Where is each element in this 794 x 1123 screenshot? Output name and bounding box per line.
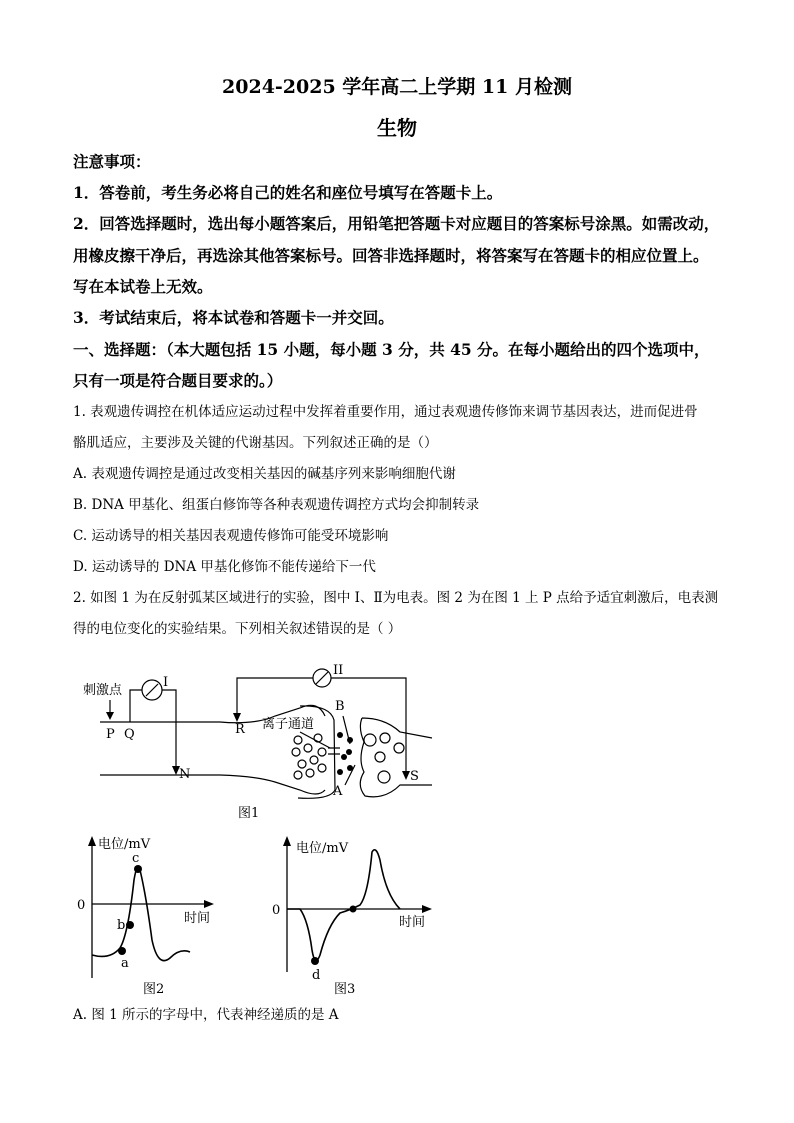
- axon-lower-edge: [100, 775, 325, 794]
- fig2-curve: [92, 868, 190, 961]
- label-b: B: [335, 699, 345, 714]
- notice-item-2-line-1: 2．回答选择题时，选出每小题答案后，用铅笔把答题卡对应题目的答案标号涂黑。如需改动，: [73, 214, 720, 233]
- fig3-ylabel: 电位/mV: [296, 841, 349, 856]
- fig3-y-arrow: [283, 836, 291, 846]
- meter-2-label: II: [333, 663, 344, 678]
- q2-stem-line-2: 得的电位变化的实验结果。下列相关叙述错误的是（ ）: [73, 621, 402, 637]
- fig2-label-b: b: [117, 918, 126, 933]
- page-title: 2024-2025 学年高二上学期 11 月检测: [222, 76, 572, 98]
- meter-2-right-arrow-head: [402, 771, 410, 780]
- fig2-label-c: c: [132, 851, 140, 866]
- fig3-label-d: d: [312, 968, 321, 983]
- q1-option-b: B. DNA 甲基化、组蛋白修饰等各种表观遗传调控方式均会抑制转录: [73, 497, 480, 513]
- meter-2-needle: [316, 672, 328, 684]
- notice-item-2-line-3: 写在本试卷上无效。: [73, 277, 213, 296]
- fig3-point-d: [311, 957, 319, 965]
- q1-option-a: A. 表观遗传调控是通过改变相关基因的碱基序列来影响细胞代谢: [73, 466, 456, 482]
- postsynaptic-membrane: [360, 718, 432, 797]
- label-p: P: [106, 727, 115, 742]
- fig2-point-b: [126, 921, 134, 929]
- fig3-curve: [287, 850, 400, 961]
- stimulus-arrow-head: [106, 712, 114, 720]
- fig2-ylabel: 电位/mV: [98, 837, 151, 852]
- q1-stem-line-2: 骼肌适应，主要涉及关键的代谢基因。下列叙述正确的是（）: [73, 435, 438, 451]
- meter-1-label: I: [163, 675, 169, 690]
- label-q: Q: [124, 727, 135, 742]
- notice-item-2-line-2: 用橡皮擦干净后，再选涂其他答案标号。回答非选择题时，将答案写在答题卡的相应位置上。: [73, 246, 709, 265]
- notice-heading: 注意事项：: [73, 152, 151, 171]
- meter-2-arrow-head: [233, 713, 241, 722]
- fig3-xlabel: 时间: [399, 915, 426, 930]
- label-r: R: [235, 722, 245, 737]
- q1-option-c: C. 运动诱导的相关基因表观遗传修饰可能受环境影响: [73, 528, 389, 544]
- subject-title: 生物: [377, 116, 417, 140]
- meter-2-wire-right: [331, 678, 406, 775]
- fig2-point-c: [134, 865, 142, 873]
- label-s: S: [410, 769, 419, 784]
- stimulus-label: 刺激点: [83, 683, 123, 698]
- section-heading-line-2: 只有一项是符合题目要求的。）: [73, 371, 283, 390]
- fig2-point-a: [118, 947, 126, 955]
- ion-channel-label: 离子通道: [262, 717, 315, 732]
- synaptic-vesicles: [292, 734, 326, 779]
- meter-2-wire-left: [237, 678, 313, 718]
- q1-option-d: D. 运动诱导的 DNA 甲基化修饰不能传递给下一代: [73, 559, 376, 575]
- fig3-point-zero: [350, 906, 357, 913]
- fig2-x-arrow: [204, 900, 214, 908]
- q1-stem-line-1: 1. 表观遗传调控在机体适应运动过程中发挥着重要作用，通过表观遗传修饰来调节基因表达，进而促进骨: [73, 404, 698, 420]
- figure-1-caption: 图1: [238, 806, 260, 821]
- fig2-xlabel: 时间: [184, 911, 211, 926]
- fig2-y-arrow: [88, 836, 96, 846]
- meter-1-needle: [146, 684, 158, 696]
- meter-1-wire-left: [130, 690, 142, 722]
- label-n: N: [179, 767, 191, 782]
- postsynaptic-vesicles: [364, 733, 404, 783]
- fig3-x-arrow: [422, 905, 432, 913]
- fig2-label-a: a: [121, 956, 129, 971]
- fig3-caption: 图3: [334, 982, 356, 997]
- q2-stem-line-1: 2. 如图 1 为在反射弧某区域进行的实验，图中 I、Ⅱ为电表。图 2 为在图 1 上 P 点给予适宜刺激后，电表测: [73, 590, 719, 606]
- fig2-zero: 0: [77, 898, 86, 913]
- meter-1-wire-right: [162, 690, 176, 770]
- notice-item-1: 1．答卷前，考生务必将自己的姓名和座位号填写在答题卡上。: [73, 183, 503, 202]
- notice-item-3: 3．考试结束后，将本试卷和答题卡一并交回。: [73, 308, 394, 327]
- fig3-zero: 0: [272, 903, 281, 918]
- section-heading-line-1: 一、选择题：（本大题包括 15 小题，每小题 3 分，共 45 分。在每小题给出的四个选项中，: [73, 340, 710, 359]
- label-a: A: [333, 784, 343, 799]
- fig2-caption: 图2: [143, 982, 165, 997]
- q2-option-a: A. 图 1 所示的字母中，代表神经递质的是 A: [73, 1007, 339, 1023]
